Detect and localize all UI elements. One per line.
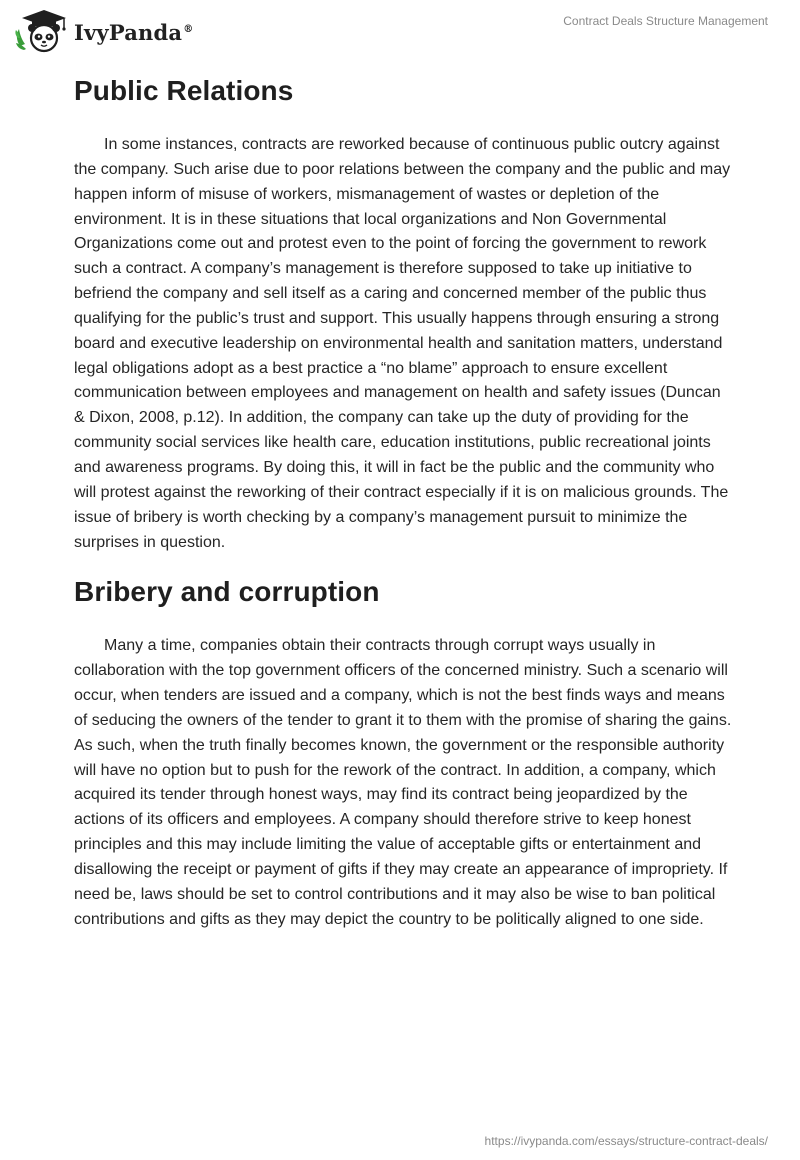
brand-name-text: IvyPanda	[74, 19, 183, 45]
brand-logo[interactable]	[14, 8, 193, 54]
section-public-relations	[74, 70, 734, 555]
document-title: Contract Deals Structure Management	[563, 14, 768, 28]
essay-body	[74, 70, 734, 932]
registered-mark: ®	[183, 23, 194, 35]
section-bribery-corruption	[74, 571, 734, 932]
section-heading: Public Relations	[74, 75, 294, 106]
section-paragraph: In some instances, contracts are reworked because of continuous public outcry against the company. Such arise due to poor relations between the company and the public and may happen inform of misuse of workers, mismanagement of wastes or depletion of the environment. It is in these situations that local organizations and Non Governmental Organizations come out and protest even to the point of forcing the government to rework such a contract. A company’s management is therefore supposed to take up initiative to befriend the company and sell itself as a caring and concerned member of the public thus qualifying for the public’s trust and support. This usually happens through ensuring a strong board and executive leadership on environmental health and sanitation matters, understand legal obligations adopt as a best practice a “no blame” approach to ensure excellent communication between employees and management on health and safety issues (Duncan & Dixon, 2008, p.12). In addition, the company can take up the duty of providing for the community social services like health care, education institutions, public recreational joints and awareness programs. By doing this, it will in fact be the public and the community who will protest against the reworking of their contract especially if it is on malicious grounds. The issue of bribery is worth checking by a company’s management pursuit to minimize the surprises in question.	[74, 136, 731, 551]
page-header	[0, 0, 800, 60]
source-url[interactable]: https://ivypanda.com/essays/structure-contract-deals/	[484, 1134, 768, 1148]
brand-name	[74, 20, 193, 45]
section-heading: Bribery and corruption	[74, 576, 380, 608]
section-paragraph: Many a time, companies obtain their contracts through corrupt ways usually in collaboration with the top government officers of the concerned ministry. Such a scenario will occur, when tenders are issued and a company, which is not the best finds ways and means of seducing the owners of the tender to grant it to them with the promise of sharing the gains. As such, when the truth finally becomes known, the government or the responsible authority will have no option but to push for the rework of the contract. In addition, a company, which acquired its tender through honest ways, may find its contract being jeopardized by the actions of its officers and employees. A company should therefore strive to keep honest principles and this may include limiting the value of acceptable gifts or entertainment and disallowing the receipt or payment of gifts if they may create an appearance of impropriety. If need be, laws should be set to control contributions and it may also be wise to ban political contributions and gifts as they may depict the country to be politically aligned to one side.	[74, 637, 732, 928]
panda-graduate-icon	[14, 8, 70, 54]
